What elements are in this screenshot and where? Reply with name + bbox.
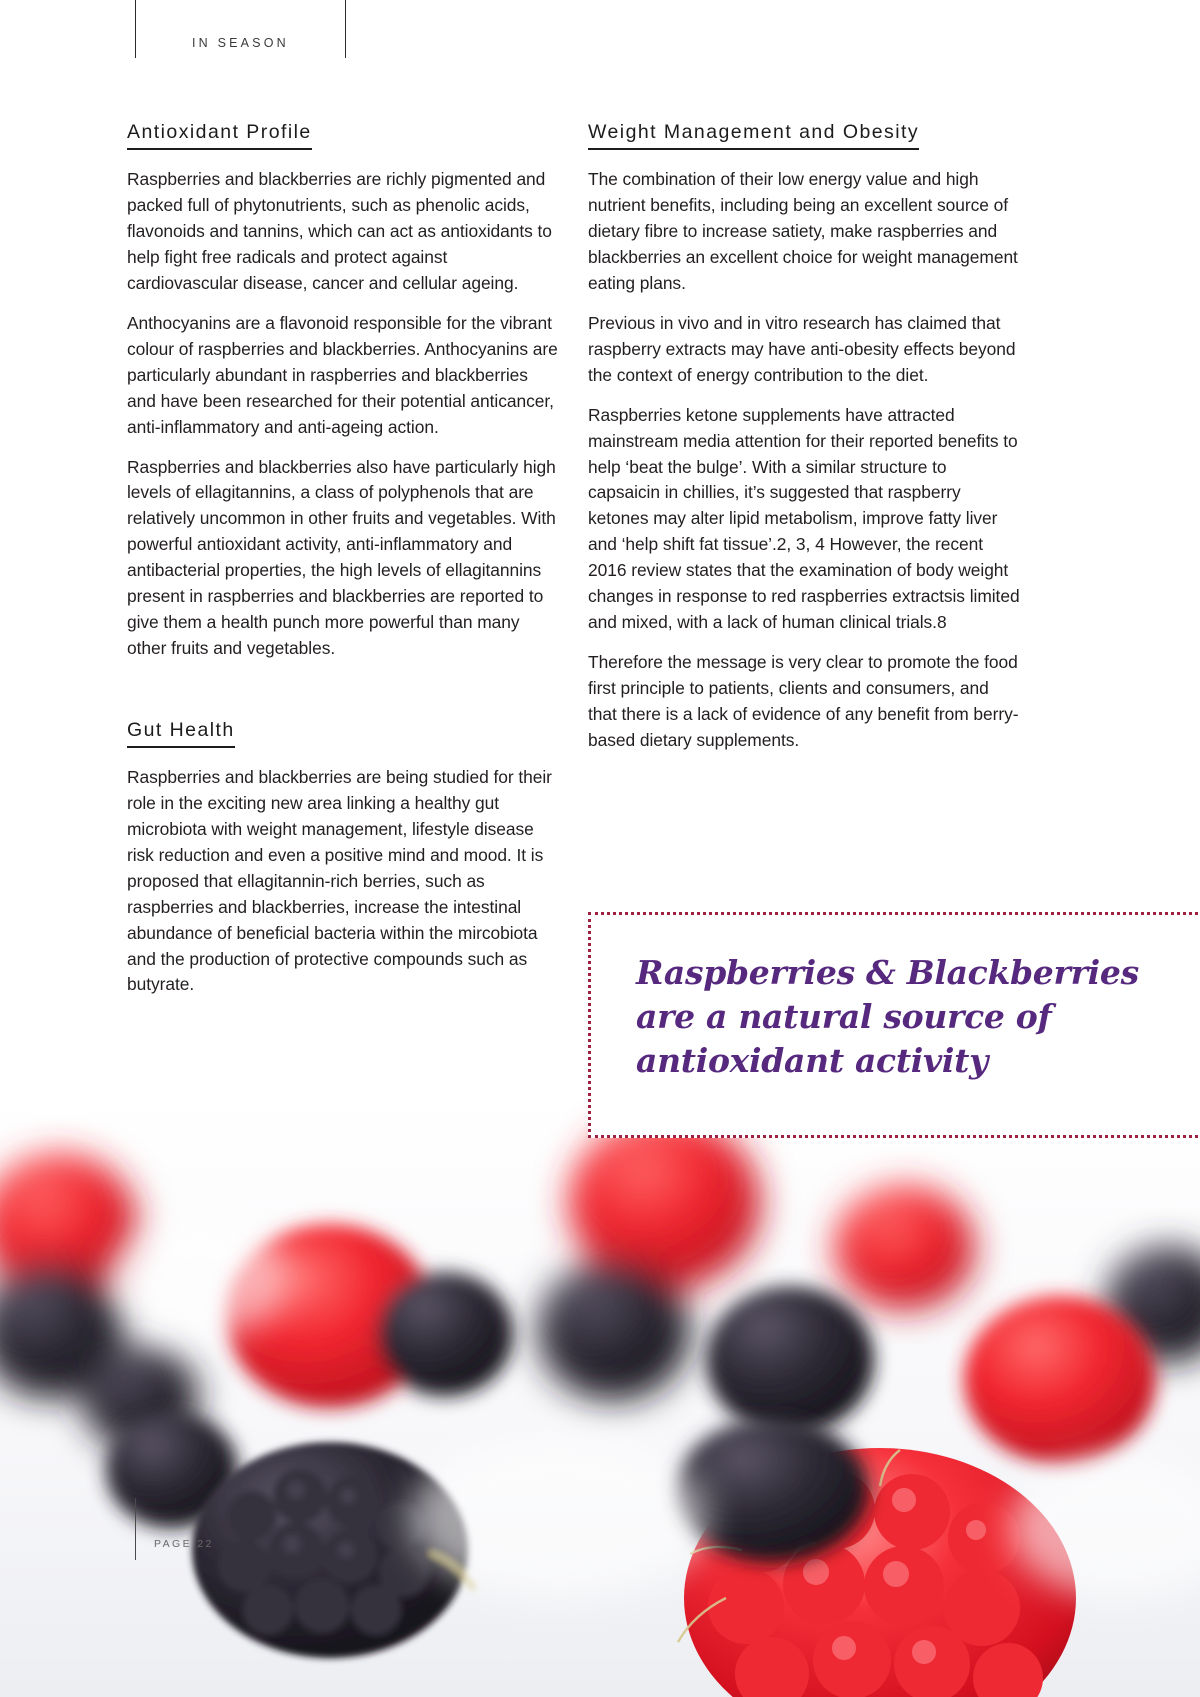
paragraph: The combination of their low energy value and high nutrient benefits, including being an excellent source of dietary fibre to increase satiety, make raspberries and blackberries an excellent choice for weight management eating plans. — [588, 169, 1018, 294]
running-head-label: IN SEASON — [192, 36, 289, 50]
paragraph: Raspberries ketone supplements have attracted mainstream media attention for their reported benefits to help ‘beat the bulge’. With a similar structure to capsaicin in chillies, it’s suggested that raspberry ketones may alter lipid metabolism, improve fatty liver and ‘help shift fat tissue’.2, 3, 4 However, the recent 2016 review states that the examination of body weight changes in response to red raspberries extractsis limited and mixed, with a lack of human clinical trials.8 — [588, 404, 1020, 632]
running-head-rule-left — [135, 0, 136, 58]
berry-photo-illustration — [0, 1098, 1200, 1697]
section-heading-antioxidant-profile: Antioxidant Profile — [127, 122, 312, 150]
paragraph: Raspberries and blackberries are being studied for their role in the exciting new area linking a healthy gut microbiota with weight management, lifestyle disease risk reduction and even a positive mind and mood. It is proposed that ellagitannin-rich berries, such as raspberries and blackberries, increase the intestinal abundance of beneficial bacteria within the mircobiota and the production of protective compounds such as butyrate. — [127, 767, 552, 995]
paragraph: Raspberries and blackberries are richly pigmented and packed full of phytonutrients, such as phenolic acids, flavonoids and tannins, which can act as antioxidants to help fight free radicals and protect against cardiovascular disease, cancer and cellular ageing. — [127, 169, 552, 294]
paragraph: Previous in vivo and in vitro research has claimed that raspberry extracts may have anti-obesity effects beyond the context of energy contribution to the diet. — [588, 312, 1016, 385]
pull-quote-text: Raspberries & Blackberries are a natural source of antioxidant activity — [636, 953, 1139, 1080]
page-number-label: PAGE 22 — [154, 1538, 214, 1550]
running-head-rule-right — [345, 0, 346, 58]
paragraph: Therefore the message is very clear to promote the food first principle to patients, clients and consumers, and that there is a lack of evidence of any benefit from berry-based dietary supplements. — [588, 651, 1019, 750]
running-head — [135, 0, 346, 58]
berry-photo — [0, 1098, 1200, 1697]
paragraph: Anthocyanins are a flavonoid responsible for the vibrant colour of raspberries and blackberries. Anthocyanins are particularly abundant in raspberries and blackberries and have been researched for their potential anticancer, anti-inflammatory and anti-ageing action. — [127, 312, 558, 437]
section-heading-gut-health: Gut Health — [127, 720, 235, 748]
paragraph: Raspberries and blackberries also have particularly high levels of ellagitannins, a class of polyphenols that are relatively uncommon in other fruits and vegetables. With powerful antioxidant activity, anti-inflammatory and antibacterial properties, the high levels of ellagitannins present in raspberries and blackberries are reported to give them a health punch more powerful than many other fruits and vegetables. — [127, 456, 556, 658]
right-column — [588, 122, 1020, 753]
section-heading-weight-management-and-obesity: Weight Management and Obesity — [588, 122, 919, 150]
pull-quote-box — [588, 912, 1200, 1138]
page-footer — [135, 1498, 214, 1560]
footer-rule — [135, 1498, 136, 1560]
left-column — [127, 122, 559, 998]
